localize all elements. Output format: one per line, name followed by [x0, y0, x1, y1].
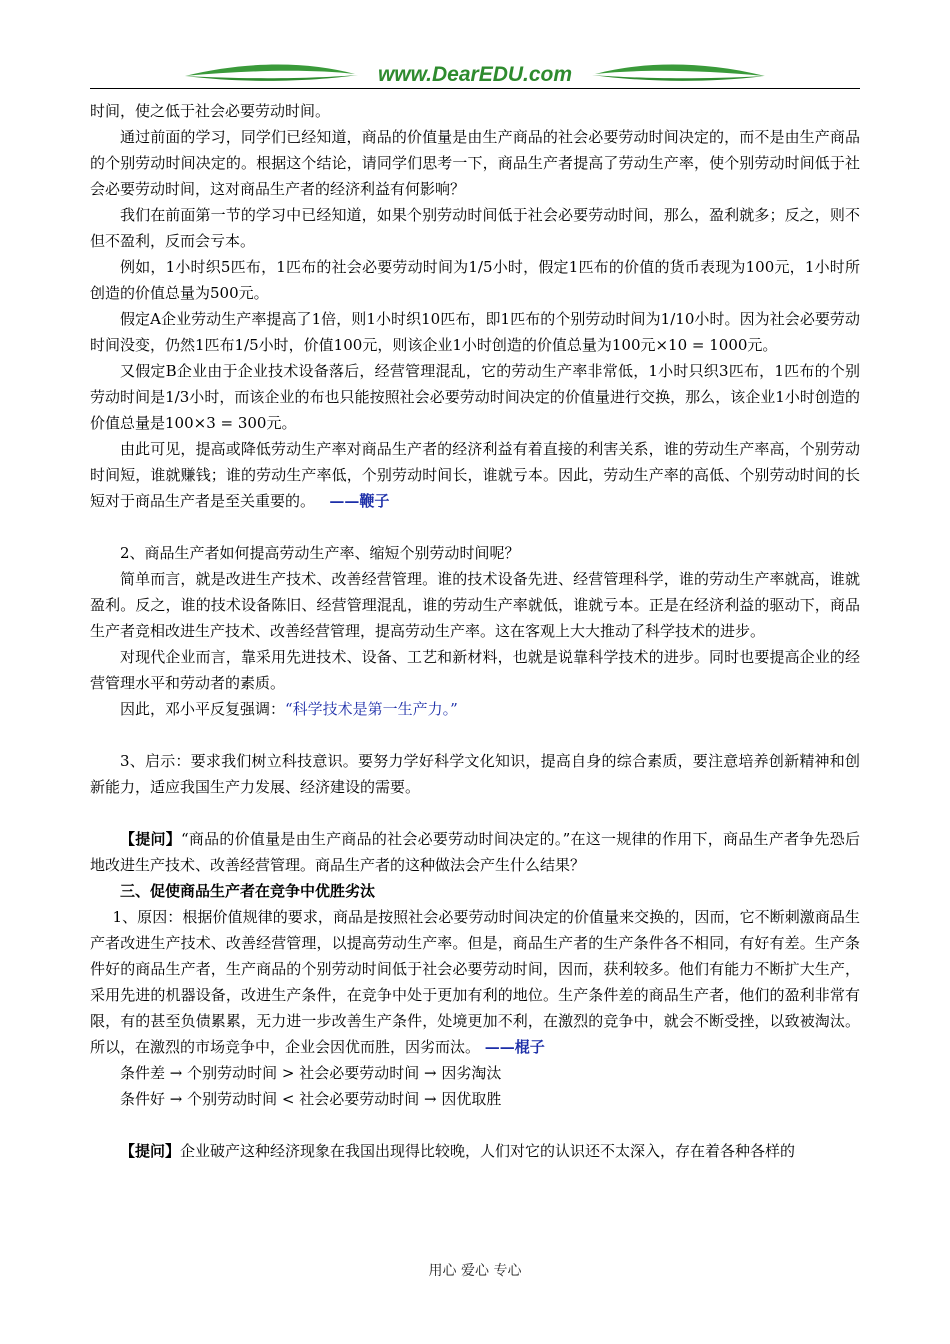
- deng-quote: “科学技术是第一生产力。”: [285, 700, 458, 718]
- question-2: [90, 1138, 860, 1164]
- question-1-text: “商品的价值量是由生产商品的社会必要劳动时间决定的。”在这一规律的作用下，商品生产者争先恐后地改进生产技术、改善经营管理。商品生产者的这种做法会产生什么结果？: [90, 830, 860, 874]
- page-header: [90, 58, 860, 94]
- document-body: [90, 98, 860, 1164]
- question-label: 【提问】: [120, 830, 181, 848]
- header-rule: [90, 88, 860, 89]
- paragraph-3: 我们在前面第一节的学习中已经知道，如果个别劳动时间低于社会必要劳动时间，那么，盈利就多；反之，则不但不盈利，反而会亏本。: [90, 206, 860, 250]
- paragraph-5: 假定A企业劳动生产率提高了1倍，则1小时织10匹布，即1匹布的个别劳动时间为1/10小时。因为社会必要劳动时间没变，仍然1匹布1/5小时，价值100元，则该企业1小时创造的价值总量为100元×10 = 1000元。: [90, 310, 860, 354]
- section-three-heading: 三、促使商品生产者在竞争中优胜劣汰: [120, 882, 376, 900]
- section-2-paragraph-2: 对现代企业而言，靠采用先进技术、设备、工艺和新材料，也就是说靠科学技术的进步。同时也要提高企业的经营管理水平和劳动者的素质。: [90, 648, 860, 692]
- paragraph-7-text: 由此可见，提高或降低劳动生产率对商品生产者的经济利益有着直接的利害关系，谁的劳动生产率高，个别劳动时间短，谁就赚钱；谁的劳动生产率低，个别劳动时间长，谁就亏本。因此，劳动生产率的高低、个别劳动时间的长短对于商品生产者是至关重要的。: [90, 440, 860, 510]
- whip-tag: ——鞭子: [329, 492, 390, 510]
- reason-text: 1、原因：根据价值规律的要求，商品是按照社会必要劳动时间决定的价值量来交换的，因而，它不断刺激商品生产者改进生产技术、改善经营管理，以提高劳动生产率。但是，商品生产者的生产条件各不相同，有好有差。生产条件好的商品生产者，生产商品的个别劳动时间低于社会必要劳动时间，因而，获利较多。他们有能力不断扩大生产，采用先进的机器设备，改进生产条件，在竞争中处于更加有利的地位。生产条件差的商品生产者，他们的盈利非常有限，有的甚至负债累累，无力进一步改善生产条件，处境更加不利，在激烈的竞争中，就会不断受挫，以致被淘汰。所以，在激烈的市场竞争中，企业会因优而胜，因劣而汰。: [90, 908, 860, 1056]
- question-1: [90, 826, 860, 878]
- site-logo: [90, 58, 860, 88]
- question-2-text: 企业破产这种经济现象在我国出现得比较晚，人们对它的认识还不太深入，存在着各种各样的: [180, 1142, 796, 1160]
- question-2-label: 【提问】: [120, 1142, 181, 1160]
- paragraph-7: [90, 436, 860, 514]
- deng-quote-prefix: 因此，邓小平反复强调：: [120, 700, 286, 718]
- section-2-heading: 2、商品生产者如何提高劳动生产率、缩短个别劳动时间呢？: [120, 544, 520, 562]
- paragraph-2: 通过前面的学习，同学们已经知道，商品的价值量是由生产商品的社会必要劳动时间决定的，而不是由生产商品的个别劳动时间决定的。根据这个结论，请同学们思考一下，商品生产者提高了劳动生产率，使个别劳动时间低于社会必要劳动时间，这对商品生产者的经济利益有何影响？: [90, 128, 860, 198]
- section-2-paragraph-1: 简单而言，就是改进生产技术、改善经营管理。谁的技术设备先进、经营管理科学，谁的劳动生产率就高，谁就盈利。反之，谁的技术设备陈旧、经营管理混乱，谁的劳动生产率就低，谁就亏本。正是在经济利益的驱动下，商品生产者竞相改进生产技术、改善经营管理，提高劳动生产率。这在客观上大大推动了科学技术的进步。: [90, 570, 860, 640]
- paragraph-4: 例如，1小时织5匹布，1匹布的社会必要劳动时间为1/5小时，假定1匹布的价值的货币表现为100元，1小时所创造的价值总量为500元。: [90, 258, 860, 302]
- stick-tag: ——棍子: [484, 1038, 545, 1056]
- section-three-reason: [90, 904, 860, 1060]
- section-3-inspiration: 3、启示：要求我们树立科技意识。要努力学好科学文化知识，提高自身的综合素质，要注意培养创新精神和创新能力，适应我国生产力发展、经济建设的需要。: [90, 752, 860, 796]
- paragraph-6: 又假定B企业由于企业技术设备落后，经营管理混乱，它的劳动生产率非常低，1小时只织3匹布，1匹布的个别劳动时间是1/3小时，而该企业的布也只能按照社会必要劳动时间决定的价值量进行交换，那么，该企业1小时创造的价值总量是100×3 = 300元。: [90, 362, 860, 432]
- paragraph-1: 时间，使之低于社会必要劳动时间。: [90, 102, 331, 120]
- condition-row-good: 条件好 → 个别劳动时间 < 社会必要劳动时间 → 因优取胜: [120, 1090, 502, 1108]
- page-footer: 用心 爱心 专心: [428, 1263, 522, 1279]
- section-2-paragraph-3: [90, 696, 860, 722]
- logo-text: www.DearEDU.com: [377, 63, 573, 86]
- condition-row-poor: 条件差 → 个别劳动时间 > 社会必要劳动时间 → 因劣淘汰: [120, 1064, 502, 1082]
